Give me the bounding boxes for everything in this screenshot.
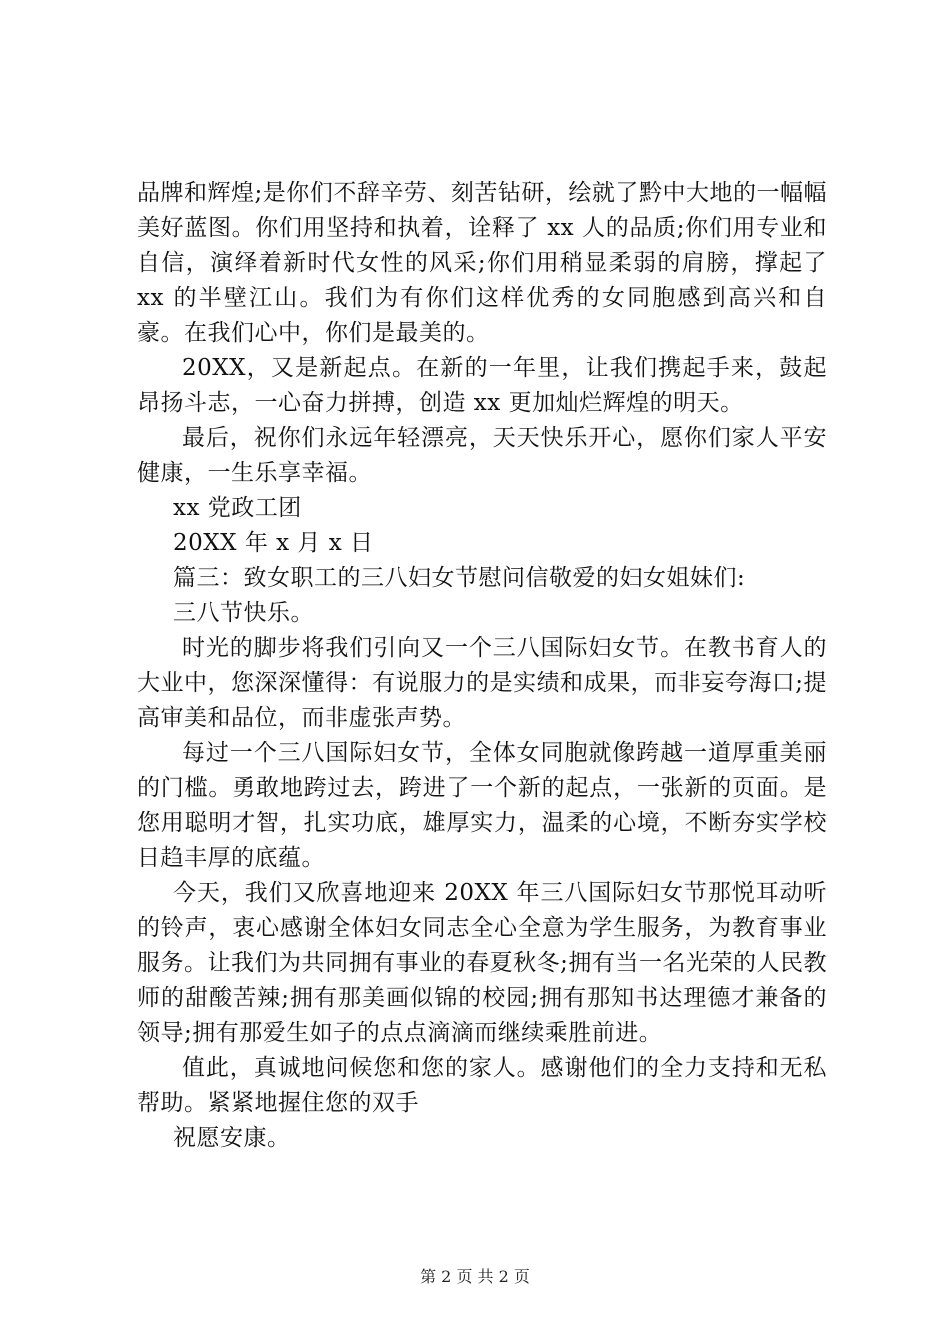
greeting-line: 三八节快乐。 bbox=[173, 600, 314, 626]
paragraph-time: 时光的脚步将我们引向又一个三八国际妇女节。在教书育人的大业中，您深深懂得：有说服力的是实绩和成果，而非妄夸海口;提高审美和品位，而非虚张声势。 bbox=[137, 635, 827, 731]
document-body bbox=[137, 176, 827, 1156]
page-footer: 第 2 页 共 2 页 bbox=[420, 1267, 530, 1286]
paragraph-today: 今天，我们又欣喜地迎来 20XX 年三八国际妇女节那悦耳动听的铃声，衷心感谢全体妇女同志全心全意为学生服务，为教育事业服务。让我们为共同拥有事业的春夏秋冬;拥有当一名光荣的人民教师的甜酸苦辣;拥有那美画似锦的校园;拥有那知书达理德才兼备的领导;拥有那爱生如子的点点滴滴而继续乘胜前进。 bbox=[137, 880, 827, 1046]
signature-date: 20XX 年 x 月 x 日 bbox=[173, 530, 374, 556]
signature-sender: xx 党政工团 bbox=[173, 495, 302, 521]
section-heading: 篇三：致女职工的三八妇女节慰问信敬爱的妇女姐妹们: bbox=[173, 565, 746, 591]
paragraph-new-start: 20XX，又是新起点。在新的一年里，让我们携起手来，鼓起昂扬斗志，一心奋力拼搏，创造 xx 更加灿烂辉煌的明天。 bbox=[137, 355, 827, 416]
closing-line: 祝愿安康。 bbox=[173, 1125, 291, 1151]
paragraph-regards: 值此，真诚地问候您和您的家人。感谢他们的全力支持和无私帮助。紧紧地握住您的双手 bbox=[137, 1055, 827, 1116]
paragraph-threshold: 每过一个三八国际妇女节，全体女同胞就像跨越一道厚重美丽的门槛。勇敢地跨过去，跨进了一个新的起点，一张新的页面。是您用聪明才智，扎实功底，雄厚实力，温柔的心境，不断夯实学校日趋丰厚的底蕴。 bbox=[137, 740, 827, 871]
paragraph-wishes: 最后，祝你们永远年轻漂亮，天天快乐开心，愿你们家人平安健康，一生乐享幸福。 bbox=[137, 425, 827, 486]
paragraph-praise: 品牌和辉煌;是你们不辞辛劳、刻苦钻研，绘就了黔中大地的一幅幅美好蓝图。你们用坚持和执着，诠释了 xx 人的品质;你们用专业和自信，演绎着新时代女性的风采;你们用稍显柔弱的肩膀，撑起了 xx 的半壁江山。我们为有你们这样优秀的女同胞感到高兴和自豪。在我们心中，你们是最美的。 bbox=[137, 180, 827, 346]
